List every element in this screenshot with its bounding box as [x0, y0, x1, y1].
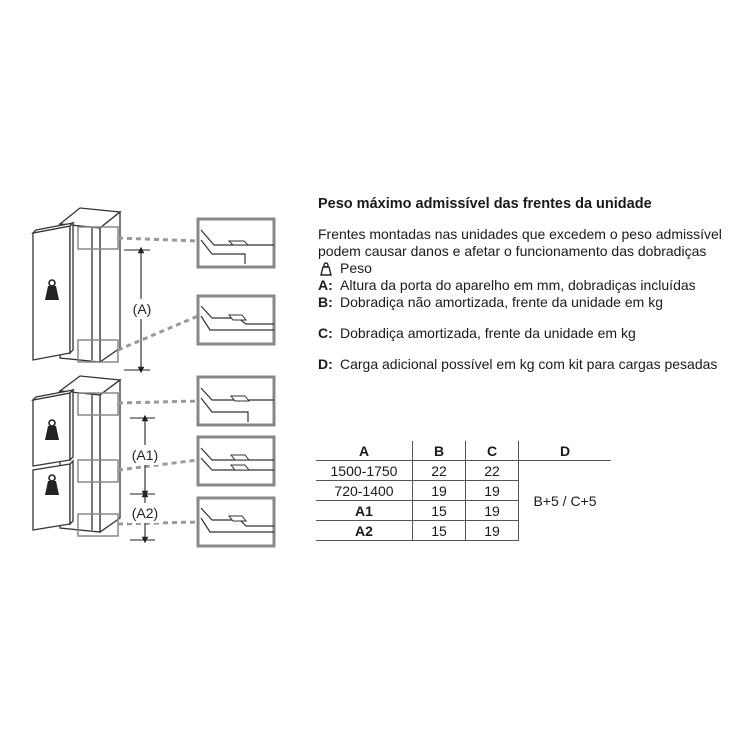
dimension-label-a: (A): [132, 301, 152, 317]
legend-item-d: [318, 356, 728, 373]
table-cell: 19: [466, 521, 519, 541]
column-header-a: A: [316, 441, 413, 461]
legend-text: Carga adicional possível em kg com kit para cargas pesadas: [340, 356, 718, 372]
table-cell: 22: [413, 461, 466, 481]
legend-text: Altura da porta do aparelho em mm, dobradiças incluídas: [340, 277, 696, 293]
legend-item-weight: [318, 260, 728, 277]
hinge-detail-middle: [198, 437, 274, 485]
two-door-unit: [33, 376, 120, 532]
legend-text: Peso: [340, 260, 372, 276]
hinge-detail-bottom: [198, 296, 274, 344]
table-cell: 19: [466, 481, 519, 501]
single-door-unit: [33, 208, 120, 362]
table-cell: A1: [316, 501, 413, 521]
table-row: [316, 461, 611, 481]
legend-key: D:: [318, 356, 333, 372]
column-header-d: D: [519, 441, 612, 461]
legend-key: C:: [318, 325, 333, 341]
dimension-label-a1: (A1): [131, 447, 159, 463]
table-cell: 19: [466, 501, 519, 521]
table-cell: 19: [413, 481, 466, 501]
table-cell-d: B+5 / C+5: [519, 461, 612, 541]
legend-item-c: [318, 325, 728, 342]
legend-item-a: [318, 277, 728, 294]
table-cell: 22: [466, 461, 519, 481]
legend-text: Dobradiça amortizada, frente da unidade em kg: [340, 325, 636, 341]
hinge-installation-diagram: [0, 0, 320, 750]
weight-info-panel: [318, 196, 728, 373]
legend-text: Dobradiça não amortizada, frente da unidade em kg: [340, 294, 663, 310]
hinge-detail-top: [198, 219, 274, 267]
intro-text: Frentes montadas nas unidades que excedem o peso admissível podem causar danos e afetar o funcionamento das dobradiças: [318, 226, 722, 259]
hinge-detail-bottom: [198, 498, 274, 546]
legend-key: B:: [318, 294, 333, 310]
weight-table: [316, 441, 611, 541]
table-cell: A2: [316, 521, 413, 541]
weight-icon: [319, 262, 333, 276]
table-header-row: [316, 441, 611, 461]
section-title: Peso máximo admissível das frentes da unidade: [318, 196, 652, 212]
legend-key: A:: [318, 277, 333, 293]
legend-item-b: [318, 294, 728, 311]
table-cell: 1500-1750: [316, 461, 413, 481]
column-header-c: C: [466, 441, 519, 461]
table-cell: 15: [413, 501, 466, 521]
table-cell: 720-1400: [316, 481, 413, 501]
column-header-b: B: [413, 441, 466, 461]
table-cell: 15: [413, 521, 466, 541]
dimension-label-a2: (A2): [131, 505, 159, 521]
hinge-detail-top: [198, 377, 274, 425]
